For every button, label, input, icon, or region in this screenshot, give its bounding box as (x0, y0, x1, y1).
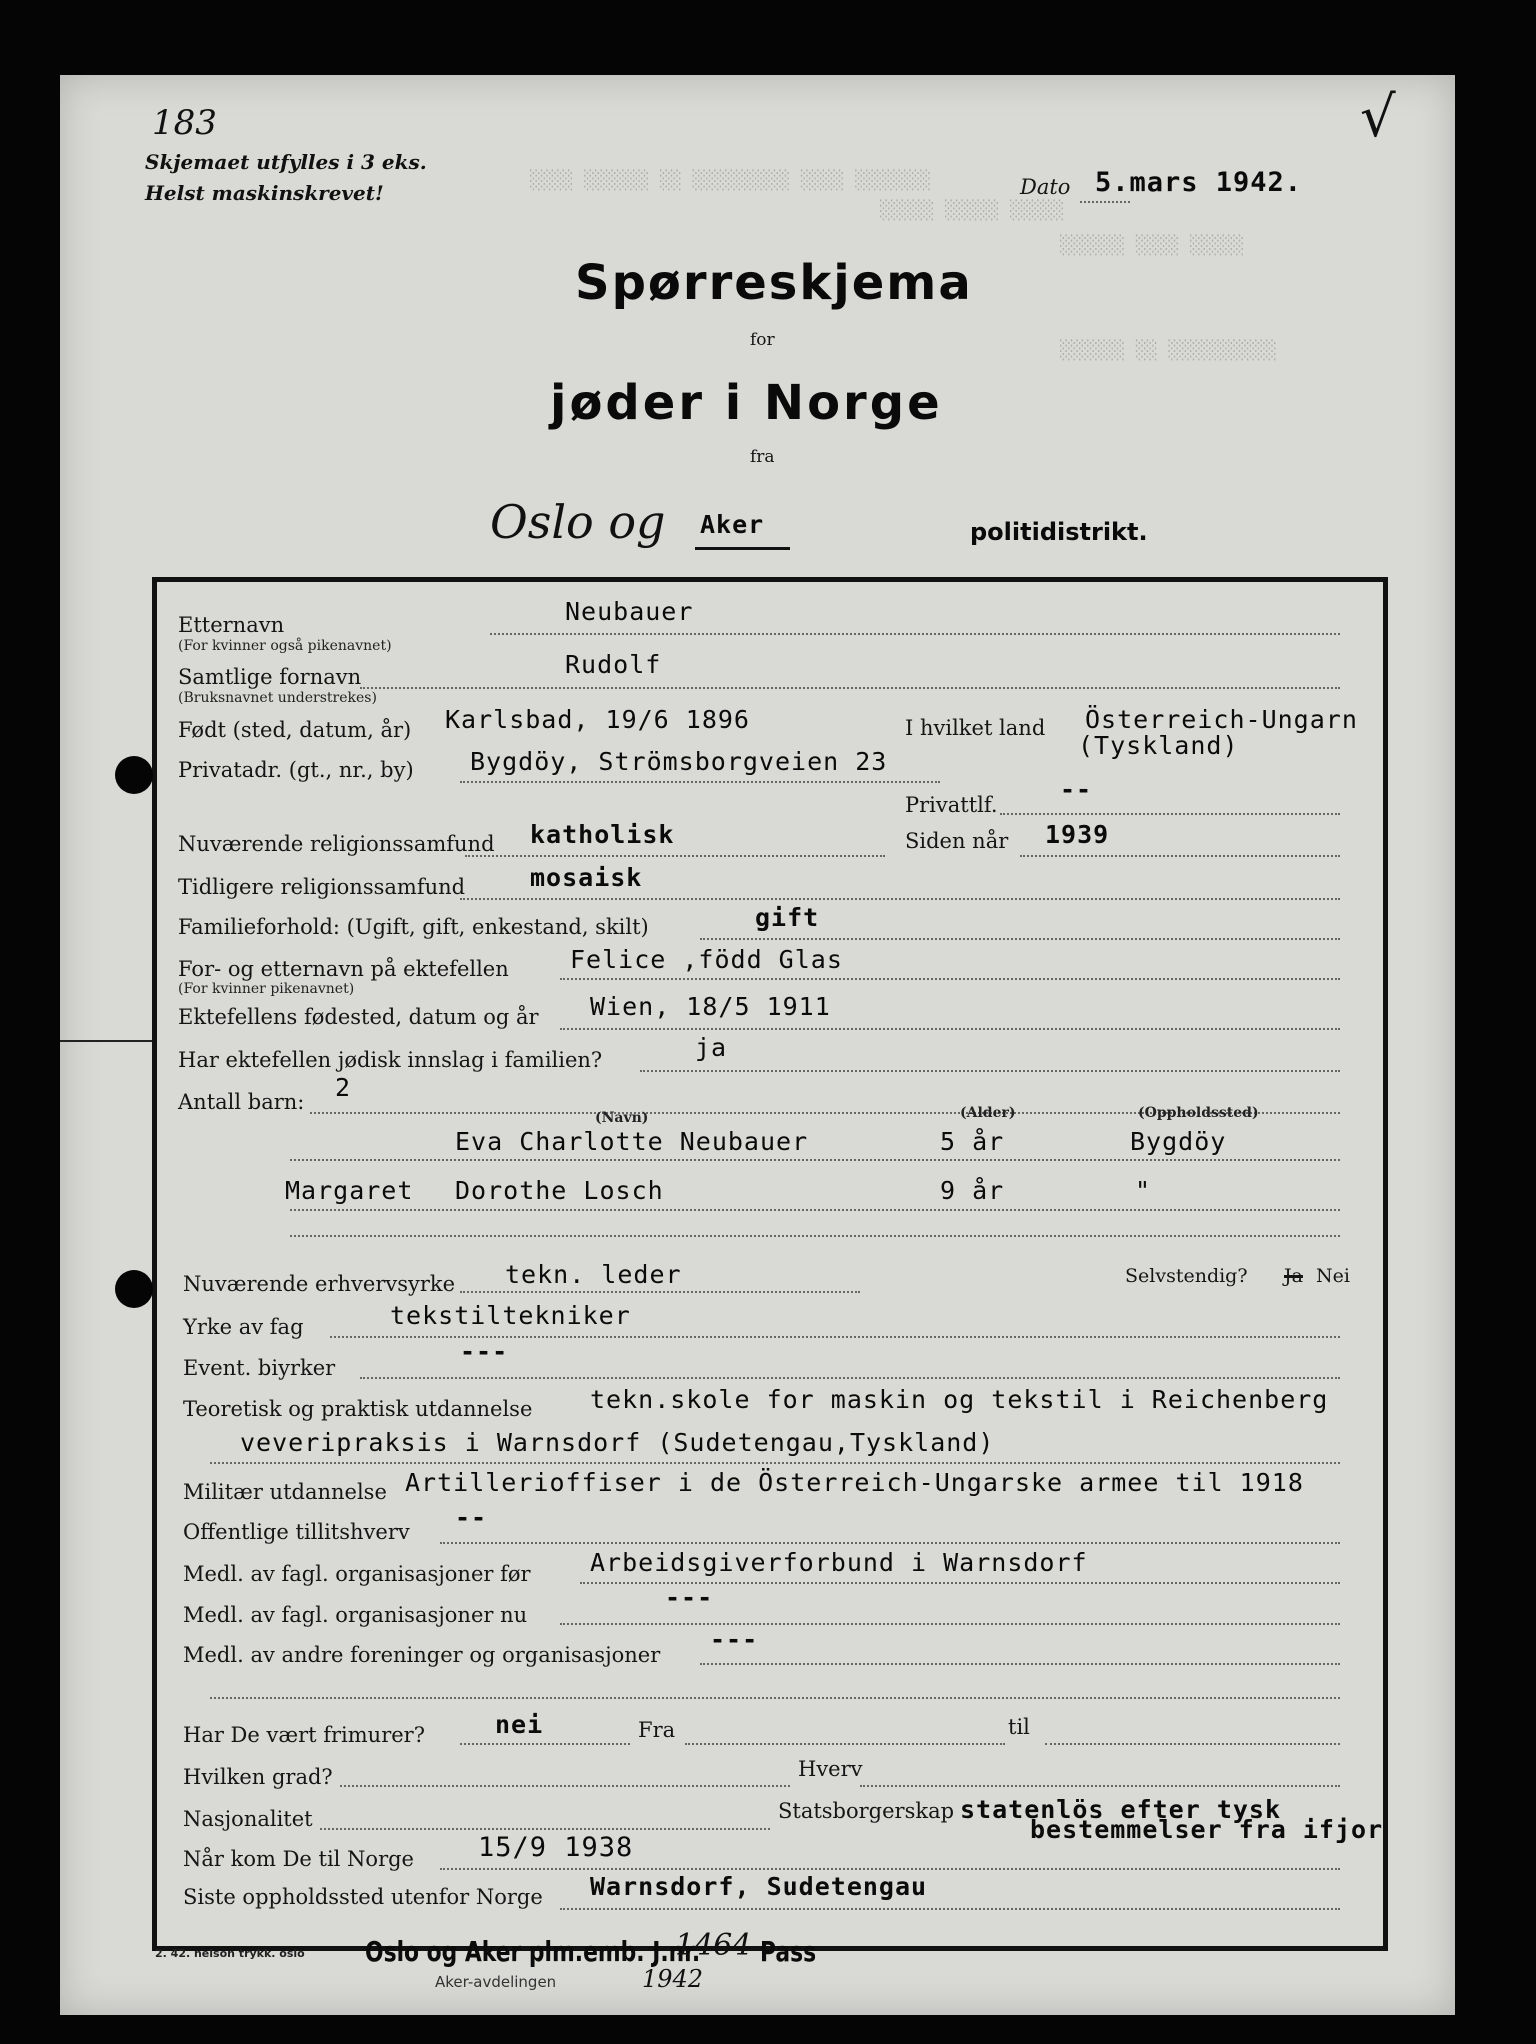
stamp-department: Aker-avdelingen (435, 1973, 557, 1991)
stamp-text: Oslo og Aker plm.emb. J.nr. (365, 1935, 701, 1968)
tillit-label: Offentlige tillitshverv (183, 1520, 410, 1544)
yrke-value: tekstiltekniker (390, 1301, 631, 1330)
fornavn-label: Samtlige fornavn (178, 665, 362, 689)
ektefelle-fodested-value: Wien, 18/5 1911 (590, 992, 831, 1021)
form-subtitle: jøder i Norge (550, 375, 943, 431)
stamp-jnr: 1464 (675, 1928, 752, 1963)
dotted-line (460, 898, 1340, 900)
title-for: for (750, 330, 775, 350)
land-value: Österreich-Ungarn (1085, 705, 1358, 734)
fold-line (60, 1040, 152, 1042)
religion-before-value: mosaisk (530, 863, 643, 892)
privatadr-value: Bygdöy, Strömsborgveien 23 (470, 747, 888, 776)
utdannelse-label: Teoretisk og praktisk utdannelse (183, 1397, 533, 1421)
etternavn-value: Neubauer (565, 597, 694, 626)
child-2-age: 9 år (940, 1176, 1005, 1205)
religion-before-label: Tidligere religionssamfund (178, 875, 466, 899)
ankomst-label: Når kom De til Norge (183, 1847, 414, 1871)
ektefelle-value: Felice ,född Glas (570, 945, 843, 974)
org-andre-value: --- (710, 1625, 759, 1654)
ektefelle-sub: (For kvinner pikenavnet) (178, 981, 355, 997)
children-header-place: (Oppholdssted) (1138, 1105, 1259, 1121)
dotted-line (1000, 813, 1340, 815)
selvstendig-value: Nei (1316, 1265, 1350, 1287)
dotted-line (560, 1623, 1340, 1625)
nasjonalitet-label: Nasjonalitet (183, 1807, 313, 1831)
district-handwritten: Oslo og (490, 495, 666, 549)
instruction-typewritten: Helst maskinskrevet! (145, 181, 384, 205)
punch-hole (115, 756, 153, 794)
dotted-line (360, 1377, 1340, 1379)
selvstendig-struck: Ja (1284, 1265, 1303, 1287)
page-number: 183 (152, 103, 217, 143)
privattlf-value: -- (1060, 775, 1093, 804)
instruction-copies: Skjemaet utfylles i 3 eks. (145, 150, 427, 174)
siste-value: Warnsdorf, Sudetengau (590, 1872, 928, 1901)
bleed-through-text: ░░░░░░ ░░ ░░░░░░░░░░ (1060, 340, 1277, 361)
statsborgerskap-value2: bestemmelser fra ifjor (1030, 1815, 1384, 1844)
date-value: 5.mars 1942. (1095, 167, 1303, 198)
siden-value: 1939 (1045, 820, 1110, 849)
land-value2: (Tyskland) (1078, 731, 1239, 760)
frimurer-label: Har De vært frimurer? (183, 1723, 425, 1747)
jodisk-value: ja (695, 1033, 728, 1062)
siste-label: Siste oppholdssted utenfor Norge (183, 1885, 543, 1909)
ektefelle-label: For- og etternavn på ektefellen (178, 957, 509, 981)
frimurer-til: til (1008, 1715, 1030, 1739)
district-underline (695, 547, 790, 550)
dotted-line (340, 1785, 790, 1787)
child-1-place: Bygdöy (1130, 1127, 1227, 1156)
etternavn-label: Etternavn (178, 613, 285, 637)
dotted-line (460, 1743, 630, 1745)
dotted-line (700, 938, 1340, 940)
militaer-label: Militær utdannelse (183, 1480, 387, 1504)
religion-now-label: Nuværende religionssamfund (178, 832, 495, 856)
ankomst-value: 15/9 1938 (478, 1832, 634, 1863)
check-mark-icon: √ (1360, 85, 1396, 150)
dotted-line (320, 1828, 770, 1830)
dotted-line (290, 1159, 1340, 1161)
child-2-name: Dorothe Losch (455, 1176, 664, 1205)
bleed-through-text: ░░░░░ ░░░░░ ░░░░░ (880, 200, 1065, 221)
org-for-value: Arbeidsgiverforbund i Warnsdorf (590, 1548, 1088, 1577)
fodt-value: Karlsbad, 19/6 1896 (445, 705, 750, 734)
district-typed: Aker (700, 510, 765, 539)
privattlf-label: Privattlf. (905, 793, 998, 817)
stamp-year: 1942 (642, 1965, 704, 1993)
children-header-age: (Alder) (960, 1105, 1016, 1121)
child-1-age: 5 år (940, 1127, 1005, 1156)
erverv-label: Nuværende erhvervsyrke (183, 1272, 456, 1296)
child-2-first: Margaret (285, 1176, 414, 1205)
stamp-pass: Pass (760, 1935, 817, 1968)
dotted-line (210, 1697, 1340, 1699)
bleed-through-text: ░░░░░░ ░░░░ ░░░░░ (1060, 235, 1245, 256)
familie-label: Familieforhold: (Ugift, gift, enkestand, skilt) (178, 915, 649, 939)
form-title: Spørreskjema (575, 255, 973, 311)
dotted-line (465, 855, 885, 857)
selvstendig-label: Selvstendig? (1125, 1265, 1248, 1287)
fodt-label: Født (sted, datum, år) (178, 718, 412, 742)
org-nu-label: Medl. av fagl. organisasjoner nu (183, 1603, 528, 1627)
form-sheet (60, 75, 1455, 2015)
child-1-name: Eva Charlotte Neubauer (455, 1127, 809, 1156)
dotted-line (560, 978, 1340, 980)
dotted-line (440, 1868, 1340, 1870)
title-fra: fra (750, 447, 775, 467)
date-label: Dato (1020, 175, 1071, 199)
grad-hverv: Hverv (798, 1757, 863, 1781)
date-dotted-line (1080, 201, 1130, 203)
militaer-value: Artillerioffiser i de Österreich-Ungarske armee til 1918 (405, 1468, 1304, 1497)
statsborgerskap-value: statenlös efter tysk (960, 1795, 1282, 1824)
children-header-name: (Navn) (595, 1110, 649, 1126)
dotted-line (560, 1028, 1340, 1030)
org-for-label: Medl. av fagl. organisasjoner før (183, 1562, 531, 1586)
siden-label: Siden når (905, 829, 1009, 853)
etternavn-sub: (For kvinner også pikenavnet) (178, 638, 392, 654)
jodisk-label: Har ektefellen jødisk innslag i familien? (178, 1048, 603, 1072)
frimurer-value: nei (495, 1710, 544, 1739)
dotted-line (1020, 855, 1340, 857)
ektefelle-fodested-label: Ektefellens fødested, datum og år (178, 1005, 539, 1029)
familie-value: gift (755, 903, 820, 932)
district-suffix: politidistrikt. (970, 518, 1148, 546)
barn-label: Antall barn: (178, 1090, 305, 1114)
barn-value: 2 (335, 1073, 352, 1102)
dotted-line (210, 1462, 1340, 1464)
dotted-line (490, 633, 1340, 635)
punch-hole (115, 1270, 153, 1308)
dotted-line (460, 1291, 860, 1293)
fornavn-sub: (Bruksnavnet understrekes) (178, 690, 377, 706)
yrke-label: Yrke av fag (183, 1315, 304, 1339)
dotted-line (290, 1235, 1340, 1237)
printer-mark: 2. 42. nelson trykk. oslo (155, 1947, 305, 1960)
land-label: I hvilket land (905, 716, 1046, 740)
bleed-through-text: ░░░░ ░░░░░░ ░░ ░░░░░░░░░ ░░░░ ░░░░░░░ (530, 170, 931, 191)
dotted-line (685, 1743, 1005, 1745)
privatadr-label: Privatadr. (gt., nr., by) (178, 758, 414, 782)
dotted-line (360, 687, 1340, 689)
dotted-line (860, 1785, 1340, 1787)
utdannelse-value: tekn.skole for maskin og tekstil i Reichenberg (590, 1385, 1329, 1414)
tillit-value: -- (455, 1503, 488, 1532)
erverv-value: tekn. leder (505, 1260, 682, 1289)
frimurer-fra: Fra (638, 1718, 676, 1742)
dotted-line (460, 781, 940, 783)
child-2-place: " (1135, 1176, 1152, 1205)
dotted-line (1045, 1743, 1340, 1745)
dotted-line (640, 1070, 1340, 1072)
fornavn-value: Rudolf (565, 650, 662, 679)
dotted-line (290, 1209, 1340, 1211)
dotted-line (440, 1542, 1340, 1544)
org-andre-label: Medl. av andre foreninger og organisasjoner (183, 1643, 661, 1667)
dotted-line (560, 1908, 1340, 1910)
biyrker-value: --- (460, 1337, 509, 1366)
org-nu-value: --- (665, 1583, 714, 1612)
religion-now-value: katholisk (530, 820, 675, 849)
biyrker-label: Event. biyrker (183, 1356, 336, 1380)
statsborgerskap-label: Statsborgerskap (778, 1799, 955, 1823)
utdannelse-value2: veveripraksis i Warnsdorf (Sudetengau,Tyskland) (240, 1428, 995, 1457)
dotted-line (700, 1663, 1340, 1665)
grad-label: Hvilken grad? (183, 1765, 333, 1789)
